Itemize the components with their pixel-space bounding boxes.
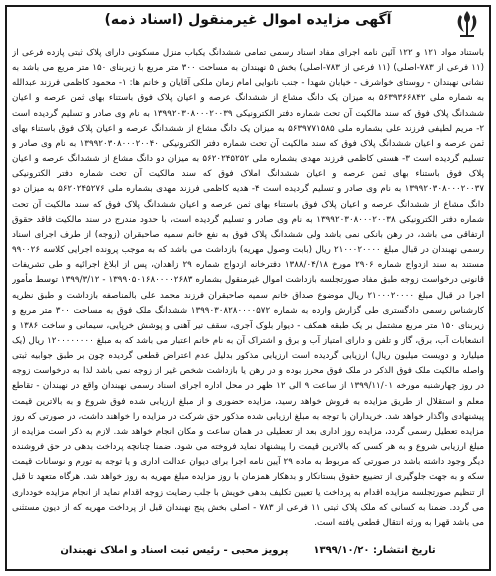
notice-header (12, 8, 484, 44)
notice-footer (12, 545, 484, 563)
notice-body: باستناد مواد ۱۲۱ و ۱۲۲ آئین نامه اجرای مفاد اسناد رسمی تمامی ششدانگ یکباب منزل مسکونی دارای پلاک ثبتی پازده فرعی از (۱۱ فرعی از ۷۸۳-اصلی) (۱۱ فرعی از ۷۸۳-اصلی) بخش ۵ نهبندان به مساحت ۳۰۰ متر مربع با زیربنای ۱۵۰ متر مربع می باشد به نشانی نهبندان - روستای خواشرف - خیابان شهدا - جنب نانوایی امام زمان ملکی آقایان و خانم ها: ۱- محمود کاظمی فرزند عبدالله به شماره ملی ۵۶۳۹۳۶۶۸۴۲ به میزان یک دانگ مشاع از ششدانگ عرصه و اعیان پلاک فوق باستناء بهای ثمن عرصه و اعیان ششدانگ پلاک فوق که سند مالکیت آن تحت شماره دفتر الکترونیکی ۱۳۹۹۲۰۳۰۸۰۰۰۲۰۰۳۹ به نام وی صادر و تسلیم گردیده است ۲- مریم لطیفی فرزند علی بشماره ملی ۵۶۳۹۷۷۱۵۸۵ به میزان یک دانگ مشاع از ششدانگ عرصه و اعیان پلاک فوق باستناء بهای ثمن عرصه و اعیان ششدانگ پلاک فوق که سند مالکیت آن تحت شماره دفتر الکترونیکی ۱۳۹۹۲۰۳۰۸۰۰۰۲۰۰۴۰ به نام وی صادر و تسلیم گردیده است ۳- هستی کاظمی فرزند مهدی بشماره ملی ۵۶۲۰۲۴۵۲۵۲ به میزان دو دانگ مشاع از ششدانگ عرصه و اعیان پلاک فوق باستناء بهای ثمن عرصه و اعیان ششدانگ املاک فوق که سند مالکیت آن تحت شماره دفتر الکترونیکی ۱۳۹۹۲۰۳۰۸۰۰۰۲۰۰۳۷ به نام وی صادر و تسلیم گردیده است ۴- هدیه کاظمی فرزند مهدی بشماره ملی ۵۶۲۰۲۴۵۲۷۶ به میزان دو دانگ مشاع از ششدانگ عرصه و اعیان پلاک فوق باستناء بهای ثمن عرصه و اعیان ششدانگ پلاک فوق که سند مالکیت آن تحت شماره دفتر الکترونیکی ۱۳۹۹۲۰۳۰۸۰۰۰۲۰۰۳۸ به نام وی صادر و تسلیم گردیده است، با حدود مندرج در سند مالکیت فاقد حقوق ارتفاقی می باشد، در رهن بانکی نمی باشد ولی ششدانگ پلاک فوق به نفع خانم سمیه صاحبقران (زوجه) از طرف اجرای اسناد رسمی نهبندان در قبال مبلغ ۲۱۰۰۰۲۰۰۰۰ ریال (بابت وصول مهریه) بازداشت می باشد که به موجب پرونده اجرایی کلاسه ۹۹۰۰۲۶ مستند به سند ازدواج شماره ۲۹۰۶ مورخ ۱۳۸۸/۰۴/۱۸ دفترخانه ازدواج شماره ۲۹ زاهدان، پس از ابلاغ اجرائیه و طی تشریفات قانونی درخواست زوجه طبق مفاد صورتجلسه بازداشت اموال غیرمنقول بشماره ۱۳۹۹۰۵۰۱۶۸۰۰۰۰۲۶۸۳ - ۱۳۹۹/۳/۱۲ توسط مأمور اجرا در قبال مبلغ ۲۱۰۰۰۲۰۰۰۰ ریال موضوع صداق خانم سمیه صاحبقران فرزند محمد علی بالمناصفه بازداشت و طبق نظریه کارشناس رسمی دادگستری طی گزارش وارده به شماره ۱۳۹۹۰۳۰۸۲۸۰۰۰۰۵۷۲ ششدانگ ملک فوق به مساحت ۳۰۰ متر مربع و زیربنای ۱۵۰ متر مربع مشتمل بر یک طبقه همکف - دیوار بلوک آجری، سقف تیر آهنی و پوشش خرپایی، سیمانی و ساخت ۱۳۸۶ و انشعابات آب، برق، گاز و تلفن و دارای امتیاز آب و برق و اشتراک آن به نام خانم اعتبار می باشد که به مبلغ ۱۲۰۰۰۰۰۰۰۰ ریال (یک میلیارد و دویست میلیون ریال) ارزیابی گردیده است ارزیابی مذکور بدلیل عدم اعتراض قطعی گردیده چون بر طبق جوابیه ثبتی واصله مالکیت ملک فوق الذکر در ملک فوق محرز بوده و در رهن یا بازداشت شخص غیر از زوجه نمی باشد لذا به درخواست زوجه در روز چهارشنبه مورخه ۱۳۹۹/۱۱/۰۱ از ساعت ۹ الی ۱۲ ظهر در محل اداره اجرای اسناد رسمی نهبندان واقع در نهبندان - تقاطع معلم و استقلال از طریق مزایده به فروش خواهد رسید، مزایده حضوری و از مبلغ ارزیابی شده فوق شروع و به بالاترین قیمت پیشنهادی واگذار خواهد شد. خریداران با توجه به مبلغ ارزیابی شده مذکور حق شرکت در مزایده را خواهند داشت، در صورتی که روز مزایده تعطیل رسمی گردد، مزایده روز اداری بعد از تعطیلی در همان ساعت و مکان انجام خواهد شد. لازم به ذکر است مزایده از مبلغ ارزیابی شروع و به هر کسی که بالاترین قیمت را پیشنهاد نماید فروخته می شود. ضمنا چنانچه پرداخت بدهی در حق فروشنده دیگر وجود داشته باشد در صورتی که مربوط به ماده ۲۹ آیین نامه اجرا برای دیوان عدالت اداری و یا توجه به تورم و نوسانات قیمت سکه و به جهت جلوگیری از تضییع حقوق بستانکار و بدهکار همزمان با روز مزایده مبلغ مهریه به روز خواهد شد. هرگاه متعهد تا قبل از تنظیم صورتجلسه مزایده اقدام به پرداخت یا تعیین تکلیف بدهی خویش با جلب رضایت زوجه اقدام نماید از انجام مزایده خودداری می گردد. ضمنا به کسانی که ملک پلاک ثبتی ۱۱ فرعی از ۷۸۳ - اصلی بخش پنج نهبندان قبل از پرداخت مهریه که از دیون مستثنی می باشد قهرا به ورثه انتقال قطعی یافته است. (12, 48, 484, 528)
notice-title: آگهی مزایده اموال غیرمنقول (اسناد ذمه) (104, 12, 392, 28)
signature-line: پرویز محبی - رئیس ثبت اسناد و املاک نهبندان (60, 545, 289, 556)
publication-date: تاریخ انتشار: ۱۳۹۹/۱۰/۲۰ (313, 545, 436, 556)
